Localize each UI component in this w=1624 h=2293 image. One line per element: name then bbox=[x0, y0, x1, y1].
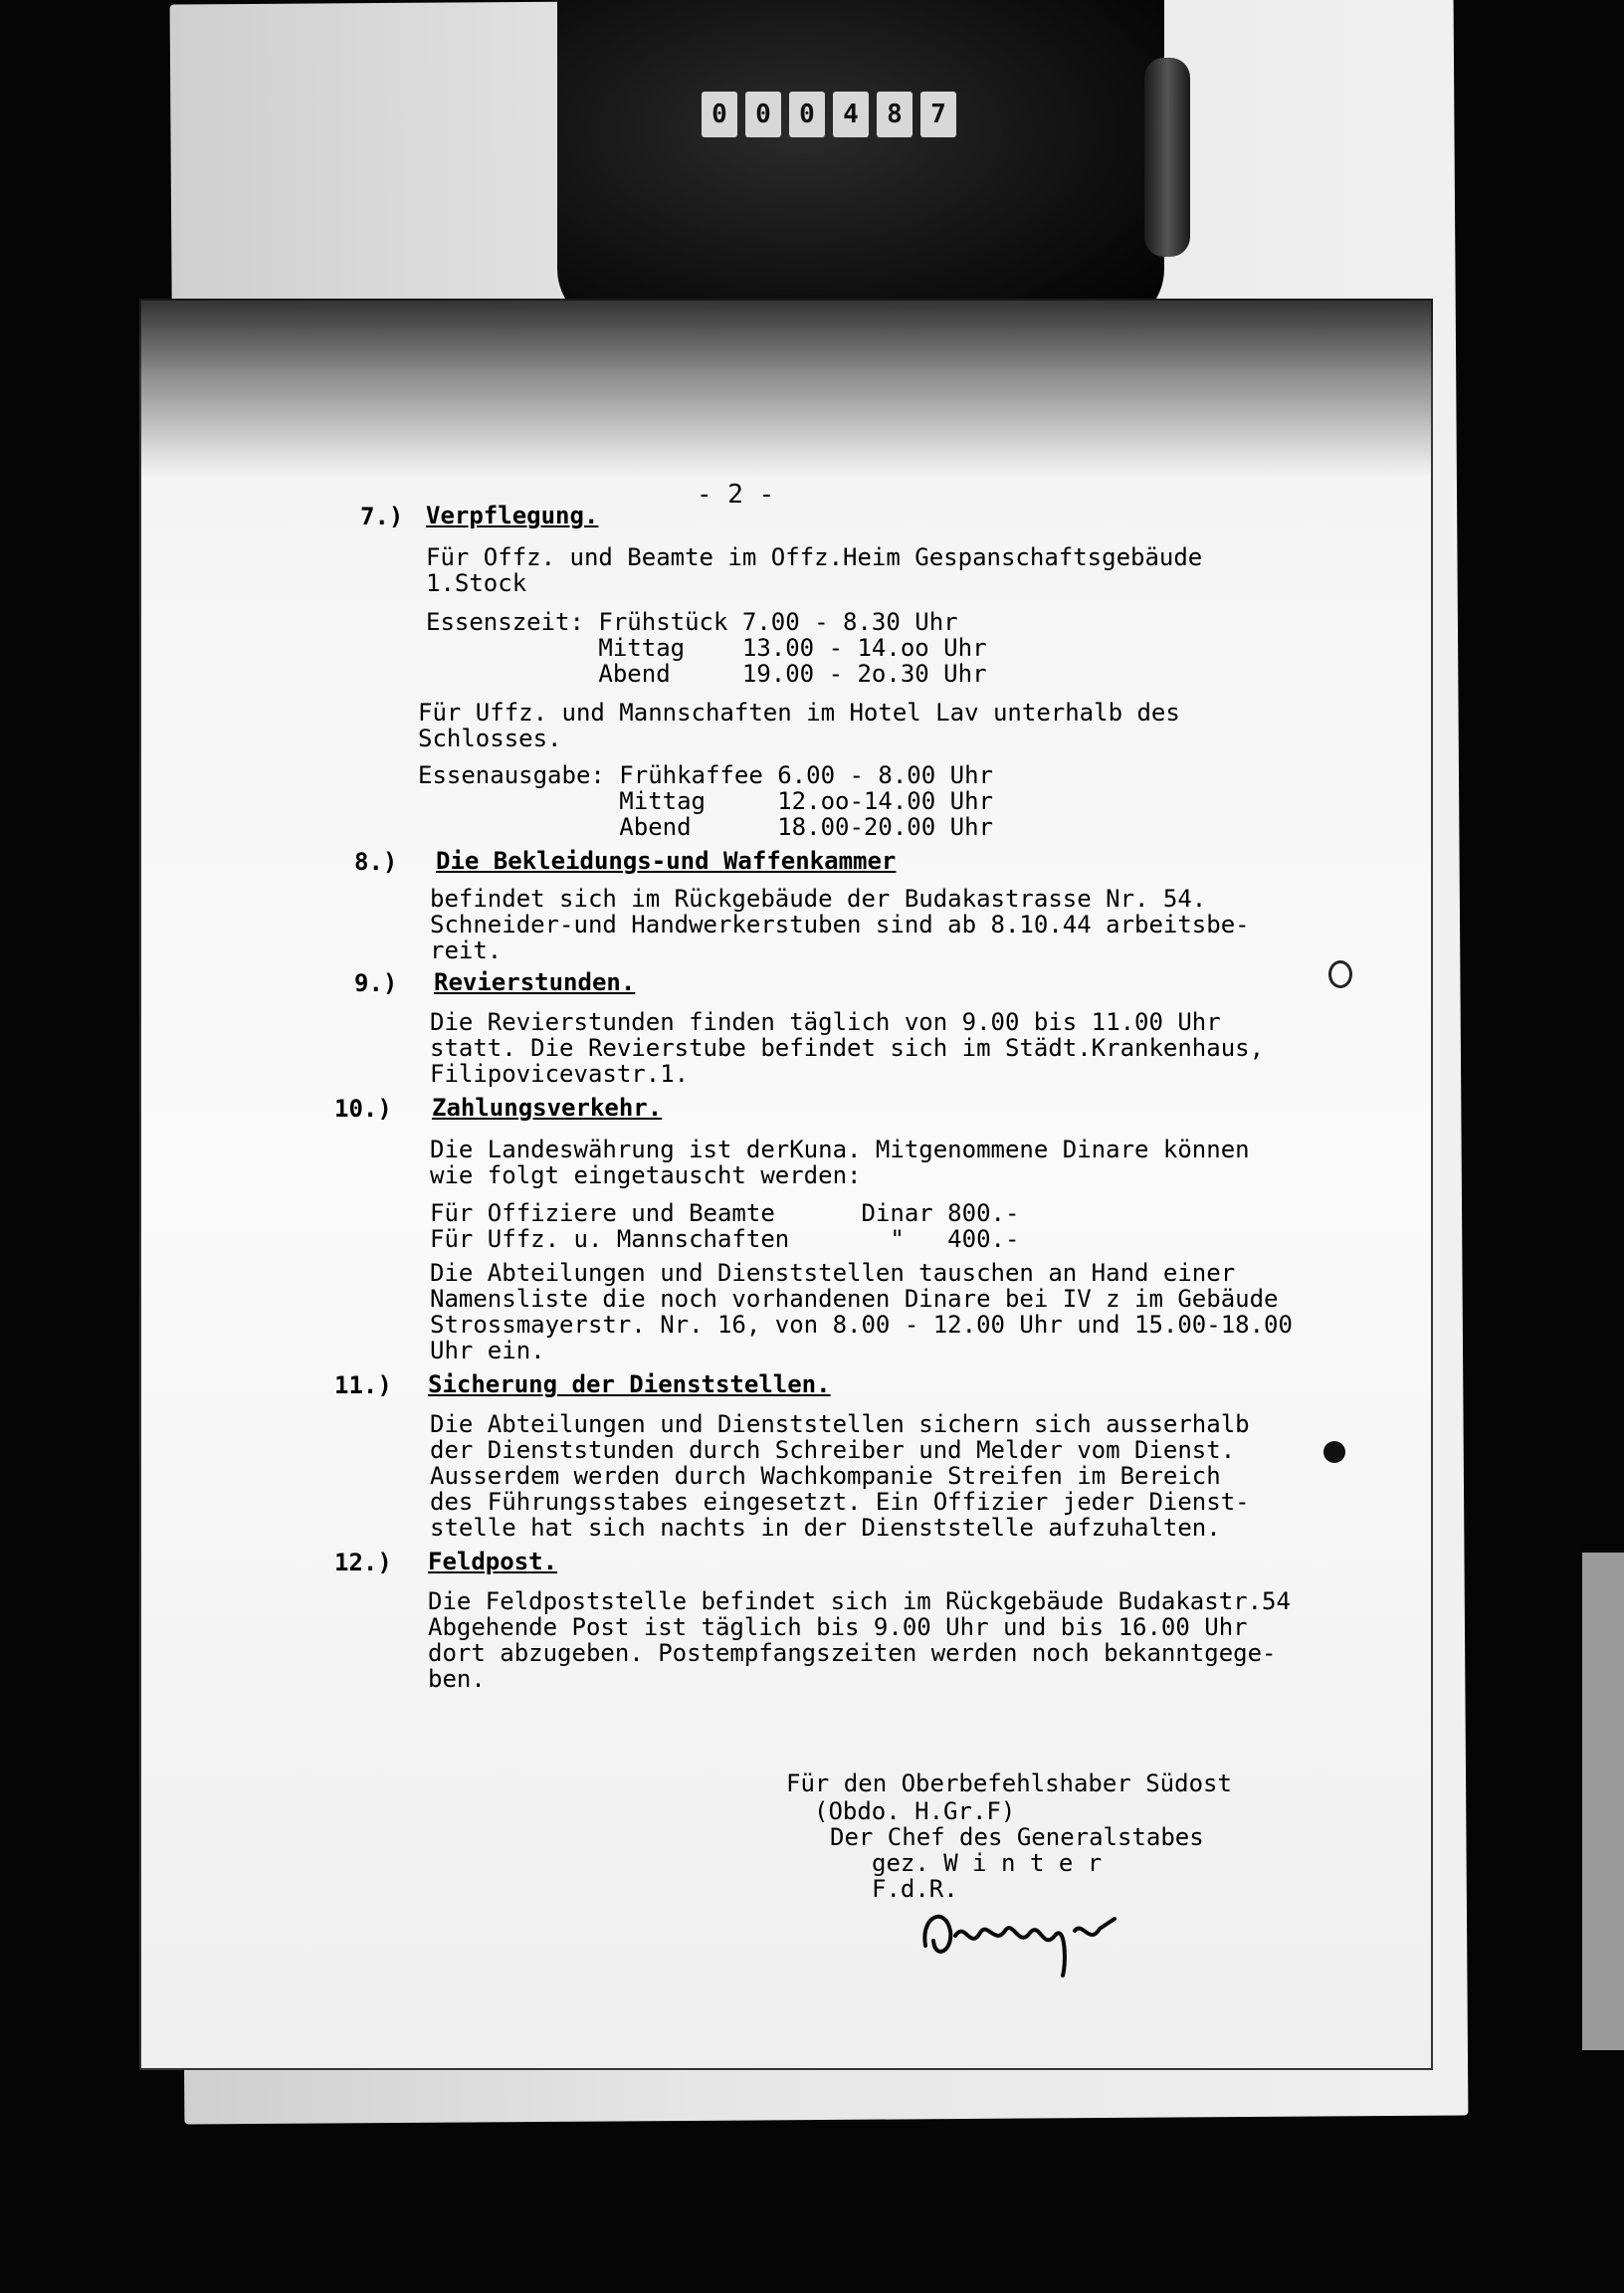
section-line: Für Uffz. und Mannschaften im Hotel Lav unterhalb des bbox=[418, 699, 1180, 727]
signature-line: Der Chef des Generalstabes bbox=[830, 1823, 1204, 1851]
scan-shadow bbox=[139, 299, 1433, 478]
section-line: Filipovicevastr.1. bbox=[430, 1060, 690, 1088]
section-heading: Verpflegung. bbox=[426, 502, 599, 529]
signature-line: Für den Oberbefehlshaber Südost bbox=[786, 1770, 1232, 1797]
counter-digit: 0 bbox=[702, 92, 737, 137]
section-line: Für Offiziere und Beamte Dinar 800.- bbox=[430, 1199, 1020, 1227]
section-line: Essenszeit: Frühstück 7.00 - 8.30 Uhr bbox=[426, 608, 958, 636]
ink-blot bbox=[1323, 1441, 1345, 1463]
section-line: 1.Stock bbox=[426, 569, 527, 597]
section-line: Abend 19.00 - 2o.30 Uhr bbox=[426, 660, 987, 688]
section-line: stelle hat sich nachts in der Dienststelle aufzuhalten. bbox=[430, 1514, 1221, 1542]
signature-line: F.d.R. bbox=[872, 1875, 958, 1903]
section-line: Für Offz. und Beamte im Offz.Heim Gespanschaftsgebäude bbox=[426, 543, 1203, 571]
section-line: befindet sich im Rückgebäude der Budakastrasse Nr. 54. bbox=[430, 885, 1207, 913]
page-number: - 2 - bbox=[697, 480, 775, 510]
section-line: Die Landeswährung ist derKuna. Mitgenommene Dinare können bbox=[430, 1136, 1250, 1163]
section-line: statt. Die Revierstube befindet sich im Städt.Krankenhaus, bbox=[430, 1034, 1265, 1062]
section-line: Namensliste die noch vorhandenen Dinare bei IV z im Gebäude bbox=[430, 1285, 1279, 1313]
section-line: des Führungsstabes eingesetzt. Ein Offizier jeder Dienst- bbox=[430, 1488, 1250, 1516]
section-line: Essenausgabe: Frühkaffee 6.00 - 8.00 Uhr bbox=[418, 761, 993, 789]
section-number: 11.) bbox=[334, 1371, 392, 1399]
counter-digit: 4 bbox=[833, 92, 869, 137]
section-line: dort abzugeben. Postempfangszeiten werden noch bekanntgege- bbox=[428, 1639, 1277, 1667]
signature-line: gez. W i n t e r bbox=[872, 1849, 1103, 1877]
section-heading: Revierstunden. bbox=[434, 968, 636, 996]
section-line: Mittag 12.oo-14.00 Uhr bbox=[418, 787, 993, 815]
counter-digit: 0 bbox=[745, 92, 781, 137]
section-heading: Die Bekleidungs-und Waffenkammer bbox=[436, 847, 897, 875]
signature-line: (Obdo. H.Gr.F) bbox=[814, 1797, 1016, 1825]
section-line: Die Abteilungen und Dienststellen tauschen an Hand einer bbox=[430, 1259, 1236, 1287]
counter-digit: 7 bbox=[920, 92, 956, 137]
section-number: 9.) bbox=[354, 969, 398, 997]
section-line: Die Abteilungen und Dienststellen sichern sich ausserhalb bbox=[430, 1410, 1250, 1438]
section-line: Abend 18.00-20.00 Uhr bbox=[418, 813, 993, 841]
section-line: Uhr ein. bbox=[430, 1337, 545, 1364]
section-line: Abgehende Post ist täglich bis 9.00 Uhr und bis 16.00 Uhr bbox=[428, 1613, 1248, 1641]
section-line: Die Feldpoststelle befindet sich im Rückgebäude Budakastr.54 bbox=[428, 1587, 1291, 1615]
section-heading: Feldpost. bbox=[428, 1548, 558, 1575]
adjacent-page-edge bbox=[1582, 1553, 1624, 2050]
section-number: 12.) bbox=[334, 1549, 392, 1576]
section-line: ben. bbox=[428, 1665, 486, 1693]
handwritten-signature bbox=[915, 1891, 1134, 1980]
punch-hole-mark bbox=[1328, 960, 1352, 988]
section-number: 10.) bbox=[334, 1095, 392, 1123]
section-number: 7.) bbox=[360, 503, 404, 530]
page-counter-stamp bbox=[557, 0, 1164, 328]
section-line: reit. bbox=[430, 937, 503, 964]
counter-display bbox=[702, 92, 956, 139]
section-heading: Zahlungsverkehr. bbox=[432, 1094, 663, 1122]
section-line: Strossmayerstr. Nr. 16, von 8.00 - 12.00 Uhr und 15.00-18.00 bbox=[430, 1311, 1293, 1339]
section-line: wie folgt eingetauscht werden: bbox=[430, 1161, 862, 1189]
section-line: Ausserdem werden durch Wachkompanie Streifen im Bereich bbox=[430, 1462, 1221, 1490]
section-line: der Dienststunden durch Schreiber und Melder vom Dienst. bbox=[430, 1436, 1236, 1464]
counter-digit: 8 bbox=[877, 92, 913, 137]
counter-knob bbox=[1144, 58, 1190, 257]
section-line: Schlosses. bbox=[418, 725, 562, 752]
section-line: Schneider-und Handwerkerstuben sind ab 8.10.44 arbeitsbe- bbox=[430, 911, 1250, 938]
section-line: Für Uffz. u. Mannschaften " 400.- bbox=[430, 1225, 1020, 1253]
section-heading: Sicherung der Dienststellen. bbox=[428, 1370, 831, 1398]
counter-digit: 0 bbox=[789, 92, 825, 137]
section-line: Mittag 13.00 - 14.oo Uhr bbox=[426, 634, 987, 662]
section-number: 8.) bbox=[354, 848, 398, 876]
section-line: Die Revierstunden finden täglich von 9.00 bis 11.00 Uhr bbox=[430, 1008, 1221, 1036]
